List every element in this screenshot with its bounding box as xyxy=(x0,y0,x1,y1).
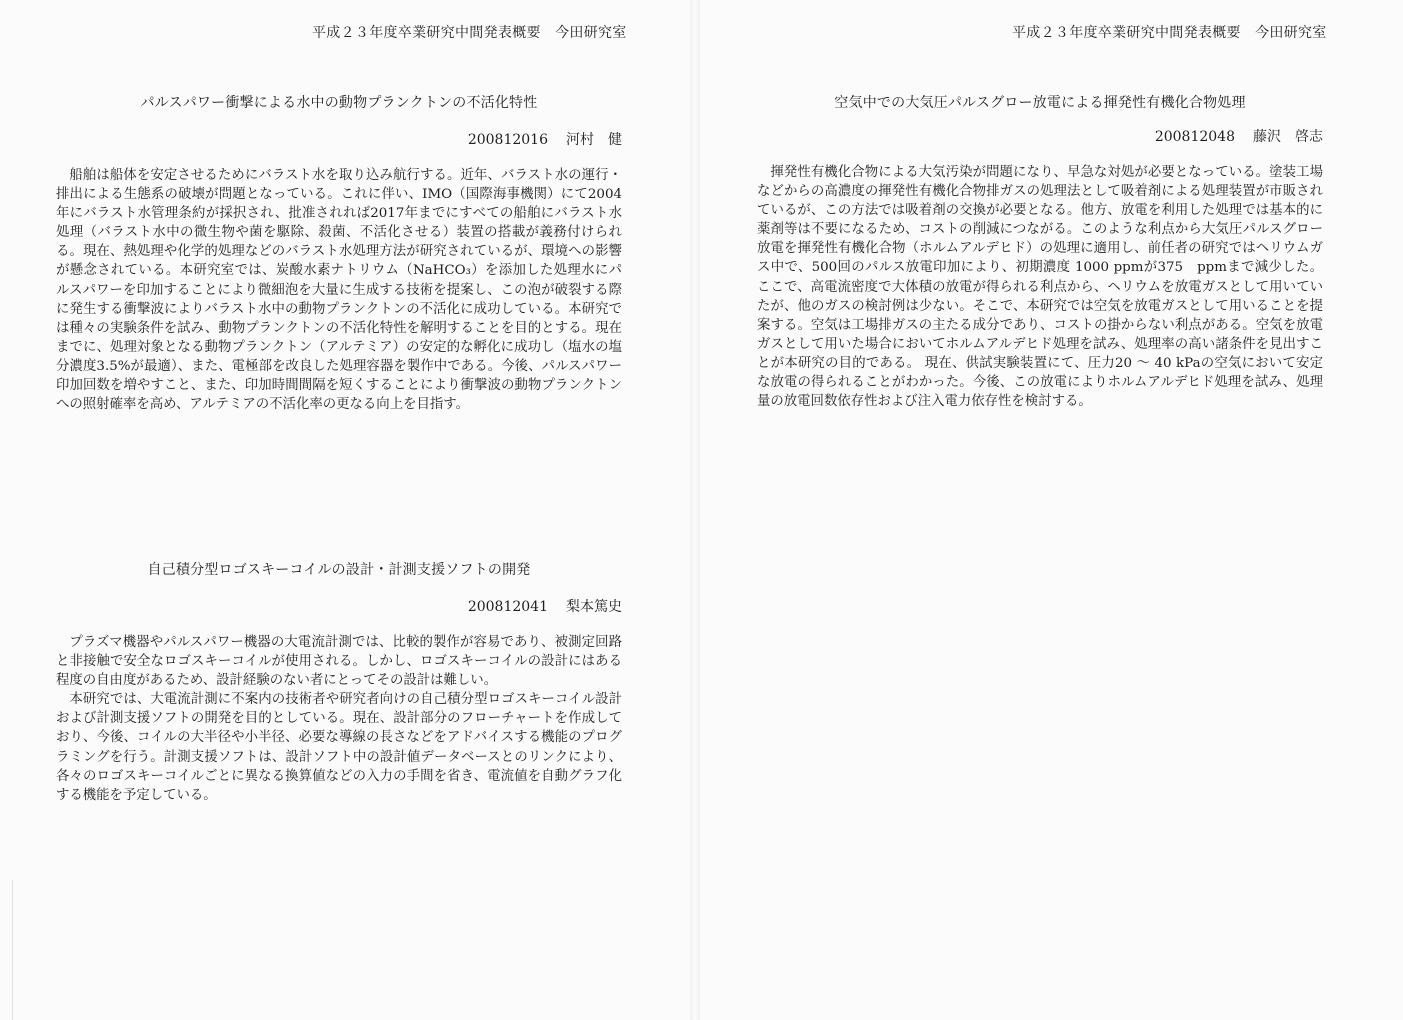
abstract-paragraph: 揮発性有機化合物による大気汚染が問題になり、早急な対処が必要となっている。塗装工場などからの高濃度の揮発性有機化合物排ガスの処理法として吸着剤による処理装置が市販されているが、この方法では吸着剤の交換が必要となる。他方、放電を利用した処理では基本的に薬剤等は不要になるため、コストの削減につながる。このような利点から大気圧パルスグロー放電を揮発性有機化合物（ホルムアルデヒド）の処理に適用し、前任者の研究ではヘリウムガス中で、500回のパルス放電印加により、初期濃度 1000 ppmが375 ppmまで減少した。ここで、高電流密度で大体積の放電が得られる利点から、ヘリウムを放電ガスとして用いていたが、他のガスの検討例は少ない。そこで、本研究では空気を放電ガスとして用いることを提案する。空気は工場排ガスの主たる成分であり、コストの掛からない利点がある。空気を放電ガスとして用いた場合においてホルムアルデヒド処理を試み、処理率の高い諸条件を見出すことが本研究の目的である。 現在、供試実験装置にて、圧力20 ～ 40 kPaの空気において安定な放電の得られることがわかった。今後、この放電によりホルムアルデヒド処理を試み、処理量の放電回数依存性および注入電力依存性を検討する。 xyxy=(757,165,1323,410)
student-id: 200812041 xyxy=(467,599,548,615)
abstract-author-line xyxy=(56,129,622,149)
abstract-title: 空気中での大気圧パルスグロー放電による揮発性有機化合物処理 xyxy=(834,95,1246,111)
scan-edge-mark xyxy=(12,880,13,1020)
author-name: 梨本篤史 xyxy=(566,599,622,615)
abstract-paragraph: プラズマ機器やパルスパワー機器の大電流計測では、比較的製作が容易であり、被測定回路と非接触で安全なロゴスキーコイルが使用される。しかし、ロゴスキーコイルの設計にはある程度の自由度があるため、設計経験のない者にとってその設計は難しい。 xyxy=(56,635,622,689)
abstract-author-line xyxy=(757,126,1323,146)
left-page xyxy=(0,0,690,1020)
abstract-body xyxy=(56,166,622,414)
abstract-title: 自己積分型ロゴスキーコイルの設計・計測支援ソフトの開発 xyxy=(147,562,531,578)
abstract-body xyxy=(56,633,622,805)
page-gutter xyxy=(690,0,700,1020)
abstract-title: パルスパワー衝撃による水中の動物プランクトンの不活化特性 xyxy=(140,95,538,111)
author-name: 藤沢 啓志 xyxy=(1253,129,1323,145)
student-id: 200812048 xyxy=(1154,129,1235,145)
abstract-paragraph: 船舶は船体を安定させるためにバラスト水を取り込み航行する。近年、バラスト水の運行・排出による生態系の破壊が問題となっている。これに伴い、IMO（国際海事機関）にて2004年にバラスト水管理条約が採択され、批准されれば2017年までにすべての船舶にバラスト水処理（バラスト水中の微生物や菌を駆除、殺菌、不活化させる）装置の搭載が義務付けられる。現在、熱処理や化学的処理などのバラスト水処理方法が研究されているが、環境への影響が懸念されている。本研究室では、炭酸水素ナトリウム（NaHCO₃）を添加した処理水にパルスパワーを印加することにより微細泡を大量に生成する技術を提案し、この泡が破裂する際に発生する衝撃波によりバラスト水中の動物プランクトンの不活化に成功している。本研究では種々の実験条件を試み、動物プランクトンの不活化特性を解明することを目的とする。現在までに、処理対象となる動物プランクトン（アルテミア）の安定的な孵化に成功し（塩水の塩分濃度3.5%が最適）、また、電極部を改良した処理容器を製作中である。今後、パルスパワー印加回数を増やすこと、また、印加時間間隔を短くすることにより衝撃波の動物プランクトンへの照射確率を高め、アルテミアの不活化率の更なる向上を目指す。 xyxy=(56,168,622,413)
page-header-left: 平成２３年度卒業研究中間発表概要 今田研究室 xyxy=(312,25,627,41)
student-id: 200812016 xyxy=(467,132,548,148)
abstract-body xyxy=(757,163,1323,411)
author-name: 河村 健 xyxy=(566,132,622,148)
abstract-author-line xyxy=(56,596,622,616)
right-page xyxy=(700,0,1403,1020)
abstract-paragraph: 本研究では、大電流計測に不案内の技術者や研究者向けの自己積分型ロゴスキーコイル設計および計測支援ソフトの開発を目的としている。現在、設計部分のフローチャートを作成しており、今後、コイルの大半径や小半径、必要な導線の長さなどをアドバイスする機能のプログラミングを行う。計測支援ソフトは、設計ソフト中の設計値データベースとのリンクにより、各々のロゴスキーコイルごとに異なる換算値などの入力の手間を省き、電流値を自動グラフ化する機能を予定している。 xyxy=(56,692,622,803)
page-header-right: 平成２３年度卒業研究中間発表概要 今田研究室 xyxy=(1012,25,1327,41)
